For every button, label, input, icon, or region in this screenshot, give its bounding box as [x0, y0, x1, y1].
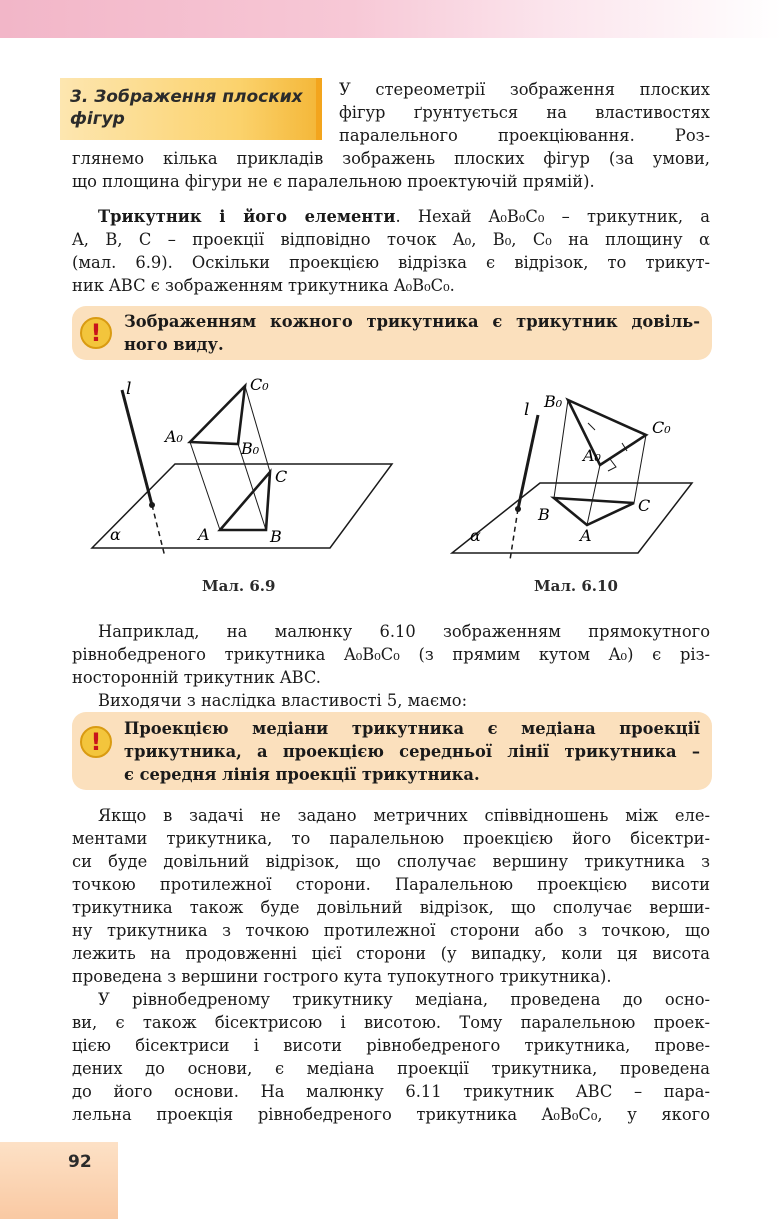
projection-line-c: [245, 386, 270, 472]
intro-paragraph-top: [339, 78, 710, 147]
label-b0: B₀: [544, 392, 563, 411]
text-line: до його основи. На малюнку 6.11 трикутник ABC – пара-: [72, 1082, 710, 1101]
text-line: фігур ґрунтується на властивостях: [339, 103, 710, 122]
note-line: є середня лінія проекції трикутника.: [124, 765, 480, 784]
label-l: l: [524, 400, 530, 420]
label-a: A: [580, 526, 592, 545]
page-number: 92: [68, 1152, 92, 1172]
text-line: лельна проекція рівнобедреного трикутника A₀B₀C₀, у якого: [72, 1105, 710, 1124]
text-line: Якщо в задачі не задано метричних співвідношень між еле-: [98, 806, 710, 825]
label-c: C: [275, 467, 288, 486]
section-title-line-1: 3. Зображення плоских: [70, 87, 303, 107]
note-line: Зображенням кожного трикутника є трикутник довіль-: [124, 312, 700, 331]
figure-caption-6-10: Мал. 6.10: [534, 577, 618, 595]
text-line: Виходячи з наслідка властивості 5, маємо:: [98, 691, 468, 710]
text-line: A, B, C – проекції відповідно точок A₀, B₀, C₀ на площину α: [72, 230, 710, 249]
text-line: ментами трикутника, то паралельною проекцією його бісектри-: [72, 829, 710, 848]
text-line: що площина фігури не є паралельною проектуючій прямій).: [72, 172, 595, 191]
text-line: глянемо кілька прикладів зображень плоских фігур (за умови,: [72, 149, 710, 168]
body-paragraph-1: [72, 804, 710, 988]
note-line: Проекцією медіани трикутника є медіана проекції: [124, 719, 700, 738]
text-line: У стереометрії зображення плоских: [339, 80, 710, 99]
rule-note-2: [72, 712, 712, 790]
text-span: . Нехай A₀B₀C₀ – трикутник, а: [395, 207, 710, 226]
text-line: ви, є також бісектрисою і висотою. Тому паралельною проек-: [72, 1013, 710, 1032]
text-line: проведена з вершини гострого кута тупокутного трикутника).: [72, 967, 612, 986]
intro-paragraph-bottom: [72, 147, 710, 193]
line-l: [122, 390, 152, 505]
triangle-paragraph: [72, 205, 710, 297]
label-alpha: α: [470, 526, 481, 545]
figure-6-9: [80, 372, 400, 567]
right-angle-mark: [608, 459, 616, 471]
text-line: паралельного проекціювання. Роз-: [339, 126, 710, 145]
text-line: У рівнобедреному трикутнику медіана, проведена до осно-: [98, 990, 710, 1009]
paragraph-heading: Трикутник і його елементи: [98, 207, 396, 226]
section-title-line-2: фігур: [70, 109, 125, 129]
label-c0: C₀: [250, 375, 269, 394]
text-line: лежить на продовженні цієї сторони (у випадку, коли ця висота: [72, 944, 710, 963]
text-line: ник ABC є зображенням трикутника A₀B₀C₀.: [72, 276, 455, 295]
text-line: трикутника також буде довільний відрізок, що сполучає верши-: [72, 898, 710, 917]
label-c: C: [638, 496, 651, 515]
exclamation-icon: !: [80, 726, 112, 758]
label-a: A: [198, 525, 210, 544]
note-line: ного виду.: [124, 335, 224, 354]
figure-caption-6-9: Мал. 6.9: [202, 577, 276, 595]
example-paragraph: [72, 620, 710, 712]
text-line: [72, 205, 710, 228]
label-b: B: [538, 505, 550, 524]
plane-alpha: [452, 483, 692, 553]
triangle-a0b0c0: [190, 386, 245, 444]
label-b0: B₀: [241, 439, 260, 458]
label-a0: A₀: [583, 446, 601, 465]
label-c0: C₀: [652, 418, 671, 437]
section-heading: [60, 78, 322, 140]
text-line: Наприклад, на малюнку 6.10 зображенням прямокутного: [98, 622, 710, 641]
intersection-point: [515, 506, 521, 512]
triangle-a0b0c0: [568, 400, 646, 465]
tick-mark: [588, 423, 595, 430]
text-line: ну трикутника з точкою протилежної сторони або з точкою, що: [72, 921, 710, 940]
rule-note-1: [72, 306, 712, 360]
top-decorative-band: [0, 0, 782, 38]
text-line: точкою протилежної сторони. Паралельною проекцією висоти: [72, 875, 710, 894]
label-alpha: α: [110, 525, 121, 544]
label-l: l: [126, 379, 132, 399]
figure-6-10: [450, 385, 700, 565]
note-line: трикутника, а проекцією середньої лінії трикутника –: [124, 742, 700, 761]
text-line: дених до основи, є медіана проекції трикутника, проведена: [72, 1059, 710, 1078]
page-number-background: [0, 1142, 118, 1219]
exclamation-icon: !: [80, 317, 112, 349]
label-b: B: [270, 527, 282, 546]
text-line: рівнобедреного трикутника A₀B₀C₀ (з прямим кутом A₀) є різ-: [72, 645, 710, 664]
intersection-point: [149, 502, 155, 508]
text-line: носторонній трикутник ABC.: [72, 668, 321, 687]
text-line: си буде довільний відрізок, що сполучає вершину трикутника з: [72, 852, 710, 871]
text-line: (мал. 6.9). Оскільки проекцією відрізка є відрізок, то трикут-: [72, 253, 710, 272]
label-a0: A₀: [165, 427, 183, 446]
body-paragraph-2: [72, 988, 710, 1126]
text-line: цією бісектриси і висоти рівнобедреного трикутника, прове-: [72, 1036, 710, 1055]
